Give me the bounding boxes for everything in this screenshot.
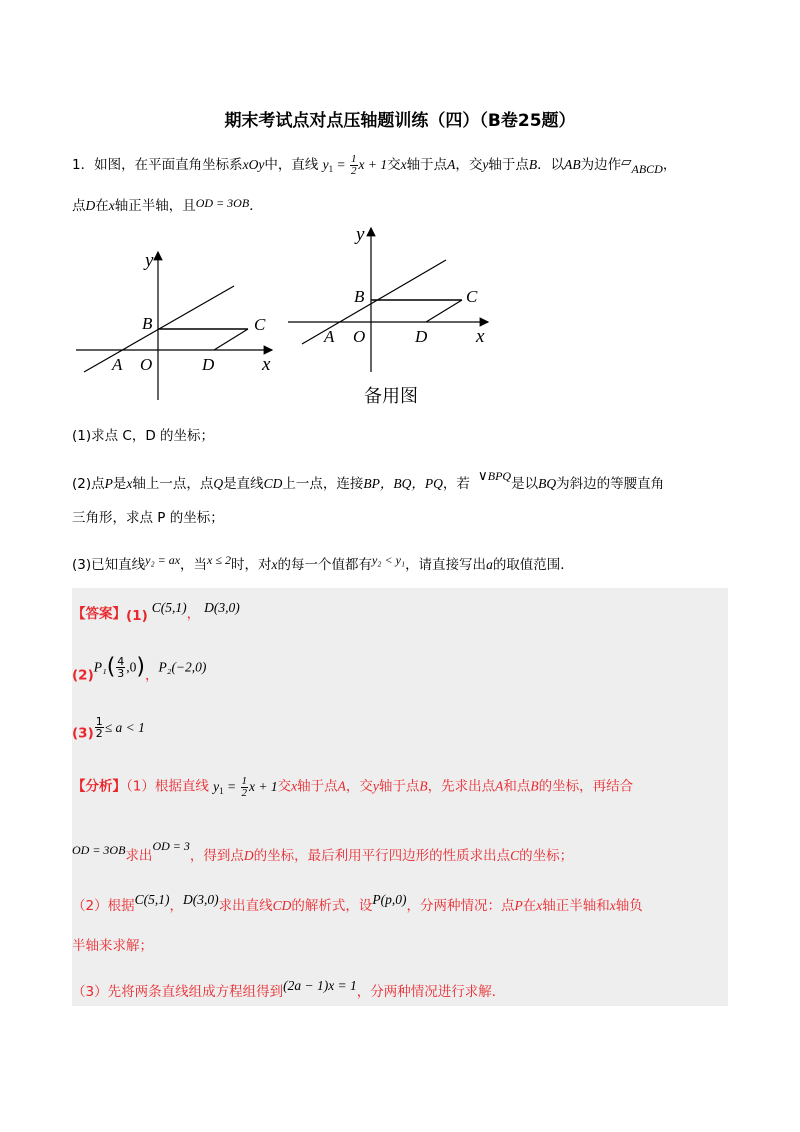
label-y: y (356, 224, 365, 245)
part-2-line-2: 三角形，求点 P 的坐标； (72, 510, 224, 526)
label-x: x (476, 326, 485, 347)
label-b: B (354, 287, 365, 306)
figure (72, 222, 502, 412)
analysis-label: 【分析】 (72, 778, 126, 795)
answer-p1: P₁( $\frac{4}{3}$ ,0) (93, 654, 145, 680)
label-y: y (145, 250, 154, 271)
triangle-symbol: ∨ (477, 468, 488, 484)
analysis-line-5: （3）先将两条直线组成方程组得到(2a − 1)x = 1，分两种情况进行求解． (72, 978, 506, 1000)
label-o: O (140, 355, 153, 374)
part-1: (1)求点 C，D 的坐标； (72, 428, 215, 444)
label-a: A (324, 327, 335, 346)
od-equation: OD = 3OB (195, 196, 250, 210)
fraction: $\frac{1}{2}$ (351, 153, 357, 178)
figure-caption: 备用图 (364, 386, 418, 407)
answer-label: 【答案】 (72, 606, 126, 622)
answer-line-3: (3) $\frac{1}{2}$ ≤ a < 1 (72, 715, 145, 742)
label-d: D (202, 355, 215, 374)
question-number: 1． (72, 157, 95, 173)
figure-left (76, 250, 272, 400)
line-equation: $y_1$ = $\frac{1}{2}$ x + 1 (322, 153, 388, 178)
label-c: C (466, 287, 478, 306)
label-a: A (112, 355, 123, 374)
question-line-2: 点D在x轴正半轴，且OD = 3OB． (72, 196, 263, 214)
document-title: 期末考试点对点压轴题训练（四）（B卷25题） (224, 111, 576, 131)
answer-line-1: 【答案】(1)C(5,1)， D(3,0) (72, 600, 240, 624)
label-o: O (353, 327, 366, 346)
analysis-line-2: OD = 3OB求出OD = 3，得到点D的坐标，最后利用平行四边形的性质求出点C的坐标； (72, 839, 574, 864)
label-x: x (262, 354, 271, 375)
analysis-line-4: 半轴来求解； (72, 938, 153, 954)
segment-dc (214, 329, 248, 350)
segment-dc (426, 300, 462, 322)
label-b: B (142, 314, 153, 333)
figure-right (288, 224, 488, 407)
answer-line-2: (2)P₁( $\frac{4}{3}$ ,0)，P₂(−2,0) (72, 654, 207, 684)
analysis-line-3: （2）根据C(5,1)，D(3,0)求出直线CD的解析式，设P(p,0)，分两种情况：点P在x轴正半轴和x轴负 (72, 892, 643, 914)
question-line-1: 1．如图，在平面直角坐标系xOy中，直线 $y_1$ = $\frac{1}{2}$ x + 1交x轴于点A，交y轴于点B．以AB为边作▱ABCD， (72, 153, 677, 178)
label-c: C (254, 315, 266, 334)
answer-range: $\frac{1}{2}$ ≤ a < 1 (95, 715, 145, 740)
part-3: (3)已知直线y₂ = ax，当x ≤ 2时，对x的每一个值都有y₂ < y₁，请直接写出a的取值范围． (72, 553, 574, 573)
parallelogram-symbol: ▱ (621, 154, 632, 170)
label-d: D (415, 327, 428, 346)
analysis-line-1: 【分析】（1）根据直线 $y_1$ = $\frac{1}{2}$ x + 1交x轴于点A，交y轴于点B，先求出点A和点B的坐标，再结合 (72, 775, 634, 799)
part-2-line-1: (2)点P是x轴上一点，点Q是直线CD上一点，连接BP，BQ，PQ，若 ∨BPQ是以BQ为斜边的等腰直角 (72, 468, 665, 492)
